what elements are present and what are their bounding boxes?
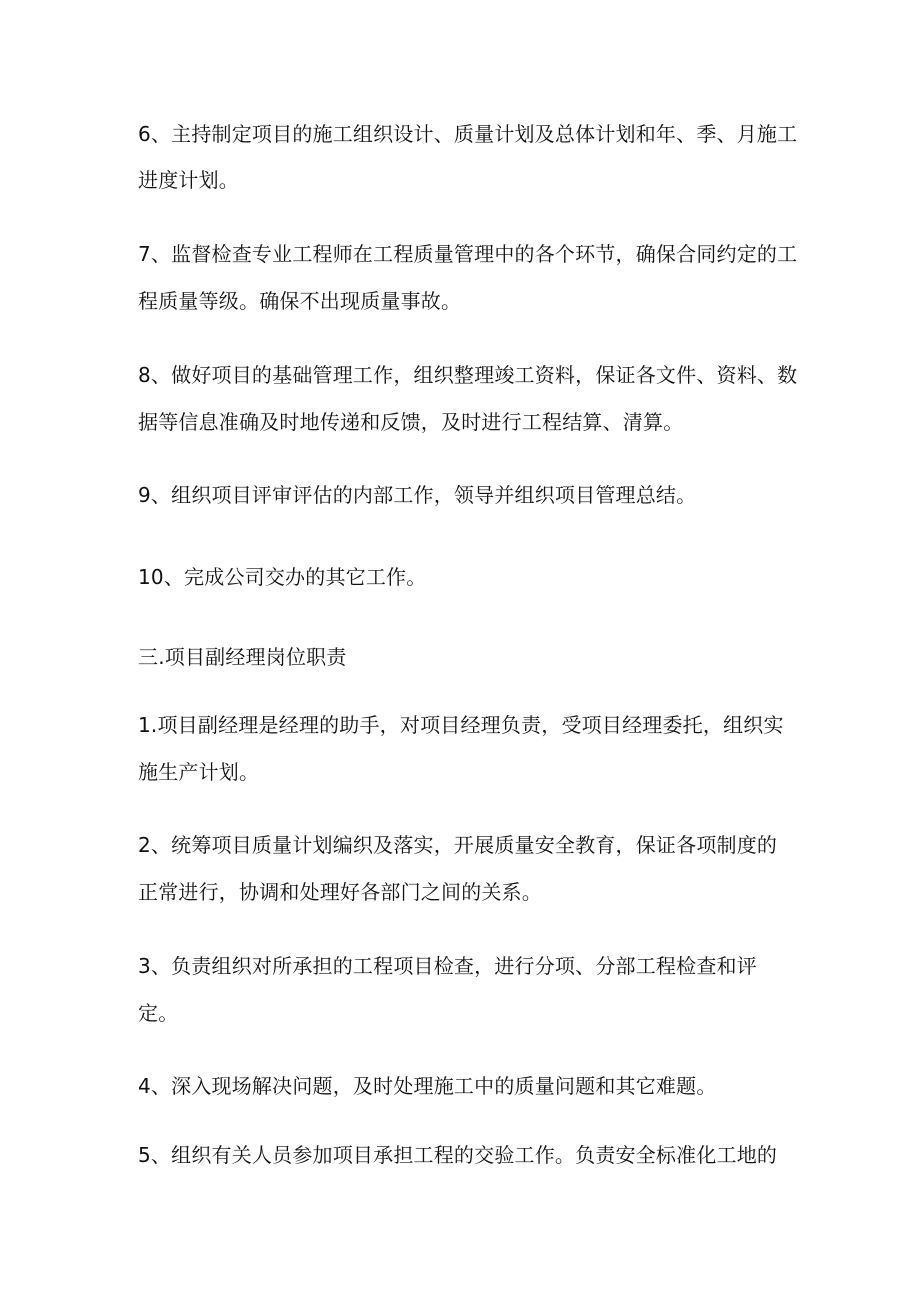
paragraph-deputy-1-line-2: 施生产计划。 [138,760,260,784]
paragraph-item-8-line-2: 据等信息准确及时地传递和反馈，及时进行工程结算、清算。 [138,410,684,434]
paragraph-deputy-5-line-1: 5、组织有关人员参加项目承担工程的交验工作。负责安全标准化工地的 [138,1143,778,1167]
paragraph-item-6-line-2: 进度计划。 [138,168,239,192]
paragraph-item-6-line-1: 6、主持制定项目的施工组织设计、质量计划及总体计划和年、季、月施工 [138,122,798,146]
paragraph-deputy-4-line-1: 4、深入现场解决问题，及时处理施工中的质量问题和其它难题。 [138,1074,717,1098]
paragraph-deputy-1-line-1: 1.项目副经理是经理的助手，对项目经理负责，受项目经理委托，组织实 [138,713,784,737]
paragraph-item-8-line-1: 8、做好项目的基础管理工作，组织整理竣工资料，保证各文件、资料、数 [138,363,798,387]
paragraph-deputy-2-line-2: 正常进行，协调和处理好各部门之间的关系。 [138,880,542,904]
paragraph-deputy-3-line-1: 3、负责组织对所承担的工程项目检查，进行分项、分部工程检查和评 [138,954,757,978]
paragraph-item-9-line-1: 9、组织项目评审评估的内部工作，领导并组织项目管理总结。 [138,483,697,507]
section-heading-deputy-manager: 三.项目副经理岗位职责 [138,645,347,669]
paragraph-deputy-3-line-2: 定。 [138,1001,179,1025]
paragraph-item-7-line-1: 7、监督检查专业工程师在工程质量管理中的各个环节，确保合同约定的工 [138,242,798,266]
paragraph-deputy-2-line-1: 2、统筹项目质量计划编织及落实，开展质量安全教育，保证各项制度的 [138,833,778,857]
paragraph-item-10-line-1: 10、完成公司交办的其它工作。 [138,565,427,589]
paragraph-item-7-line-2: 程质量等级。确保不出现质量事故。 [138,289,462,313]
